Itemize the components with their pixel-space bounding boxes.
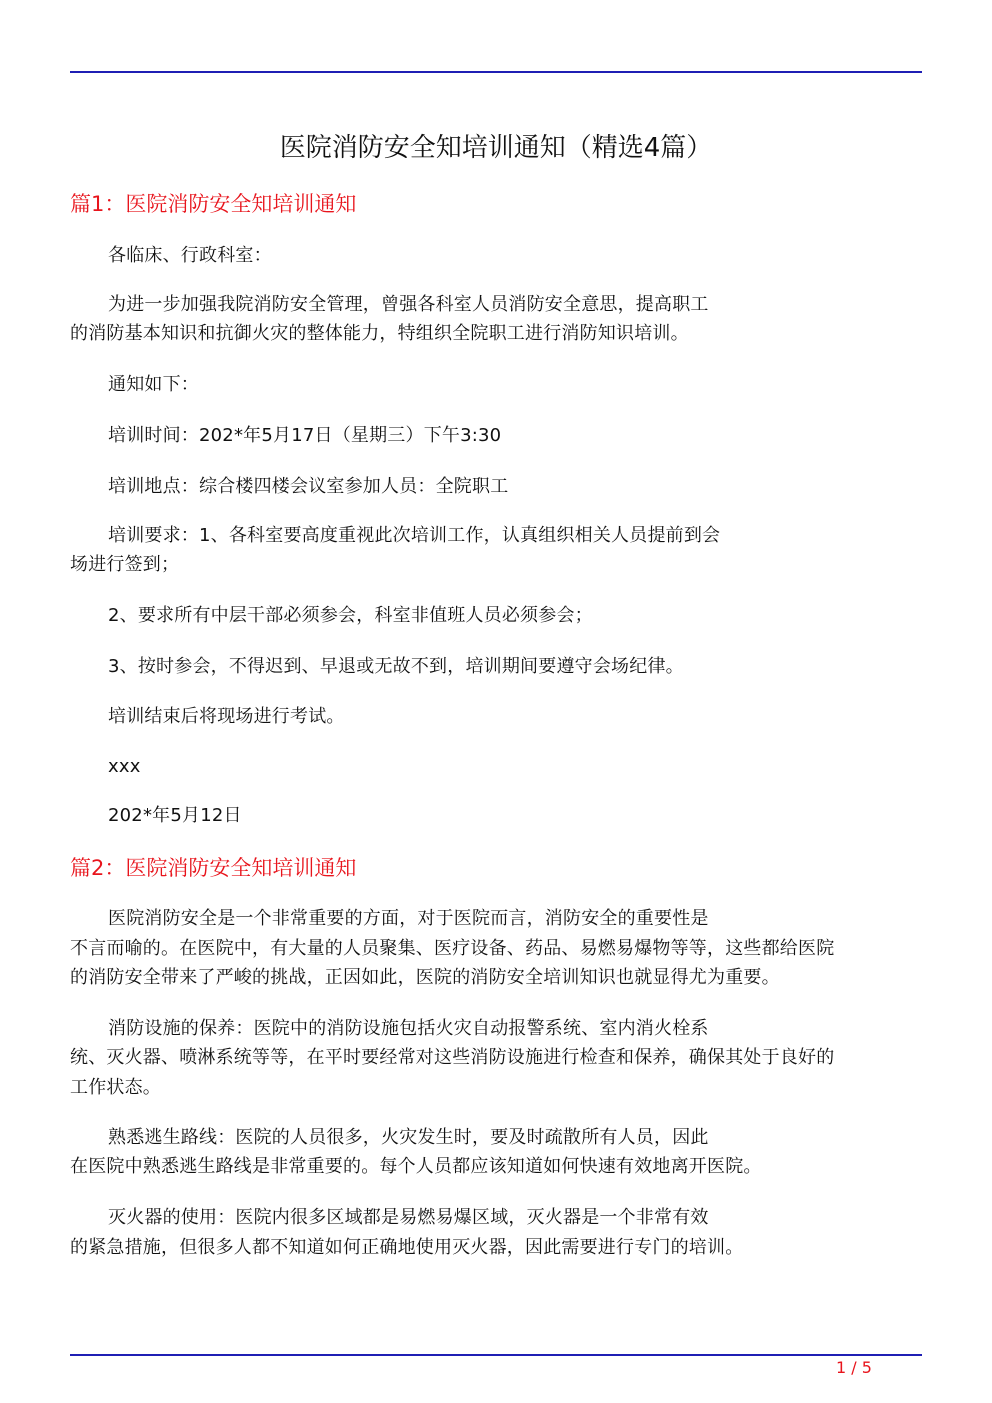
text-line: 统、灭火器、喷淋系统等等，在平时要经常对这些消防设施进行检查和保养，确保其处于良好的 xyxy=(70,1047,835,1068)
text-line: 为进一步加强我院消防安全管理，曾强各科室人员消防安全意思，提高职工 xyxy=(108,294,709,315)
text-line: 各临床、行政科室： xyxy=(108,245,272,266)
page-number: 1 / 5 xyxy=(836,1358,872,1377)
text-line: 的紧急措施，但很多人都不知道如何正确地使用灭火器，因此需要进行专门的培训。 xyxy=(70,1237,744,1258)
text-line: 医院消防安全是一个非常重要的方面，对于医院而言，消防安全的重要性是 xyxy=(108,908,709,929)
text-line: 培训时间：202*年5月17日（星期三）下午3:30 xyxy=(108,425,502,446)
text-line: 消防设施的保养：医院中的消防设施包括火灾自动报警系统、室内消火栓系 xyxy=(108,1018,709,1039)
text-line: 202*年5月12日 xyxy=(108,805,242,826)
text-line: 的消防安全带来了严峻的挑战，正因如此，医院的消防安全培训知识也就显得尤为重要。 xyxy=(70,967,780,988)
text-line: 不言而喻的。在医院中，有大量的人员聚集、医疗设备、药品、易燃易爆物等等，这些都给医院 xyxy=(70,938,835,959)
text-line: 培训地点：综合楼四楼会议室参加人员：全院职工 xyxy=(108,476,509,497)
section-2-heading: 篇2：医院消防安全知培训通知 xyxy=(70,856,357,880)
document-title: 医院消防安全知培训通知（精选4篇） xyxy=(279,133,713,163)
text-line: 灭火器的使用：医院内很多区域都是易燃易爆区域，灭火器是一个非常有效 xyxy=(108,1207,709,1228)
text-line: xxx xyxy=(108,756,141,777)
text-line: 的消防基本知识和抗御火灾的整体能力，特组织全院职工进行消防知识培训。 xyxy=(70,323,689,344)
header-rule xyxy=(70,71,922,73)
text-line: 培训结束后将现场进行考试。 xyxy=(108,706,345,727)
text-line: 在医院中熟悉逃生路线是非常重要的。每个人员都应该知道如何快速有效地离开医院。 xyxy=(70,1156,762,1177)
text-line: 通知如下： xyxy=(108,374,199,395)
text-line: 3、按时参会，不得迟到、早退或无故不到，培训期间要遵守会场纪律。 xyxy=(108,656,684,677)
text-line: 培训要求：1、各科室要高度重视此次培训工作，认真组织相关人员提前到会 xyxy=(108,525,721,546)
text-line: 场进行签到； xyxy=(70,554,180,575)
text-line: 熟悉逃生路线：医院的人员很多，火灾发生时，要及时疏散所有人员，因此 xyxy=(108,1127,709,1148)
text-line: 工作状态。 xyxy=(70,1077,161,1098)
footer-rule xyxy=(70,1354,922,1356)
section-1-heading: 篇1：医院消防安全知培训通知 xyxy=(70,192,357,216)
text-line: 2、要求所有中层干部必须参会，科室非值班人员必须参会； xyxy=(108,605,593,626)
